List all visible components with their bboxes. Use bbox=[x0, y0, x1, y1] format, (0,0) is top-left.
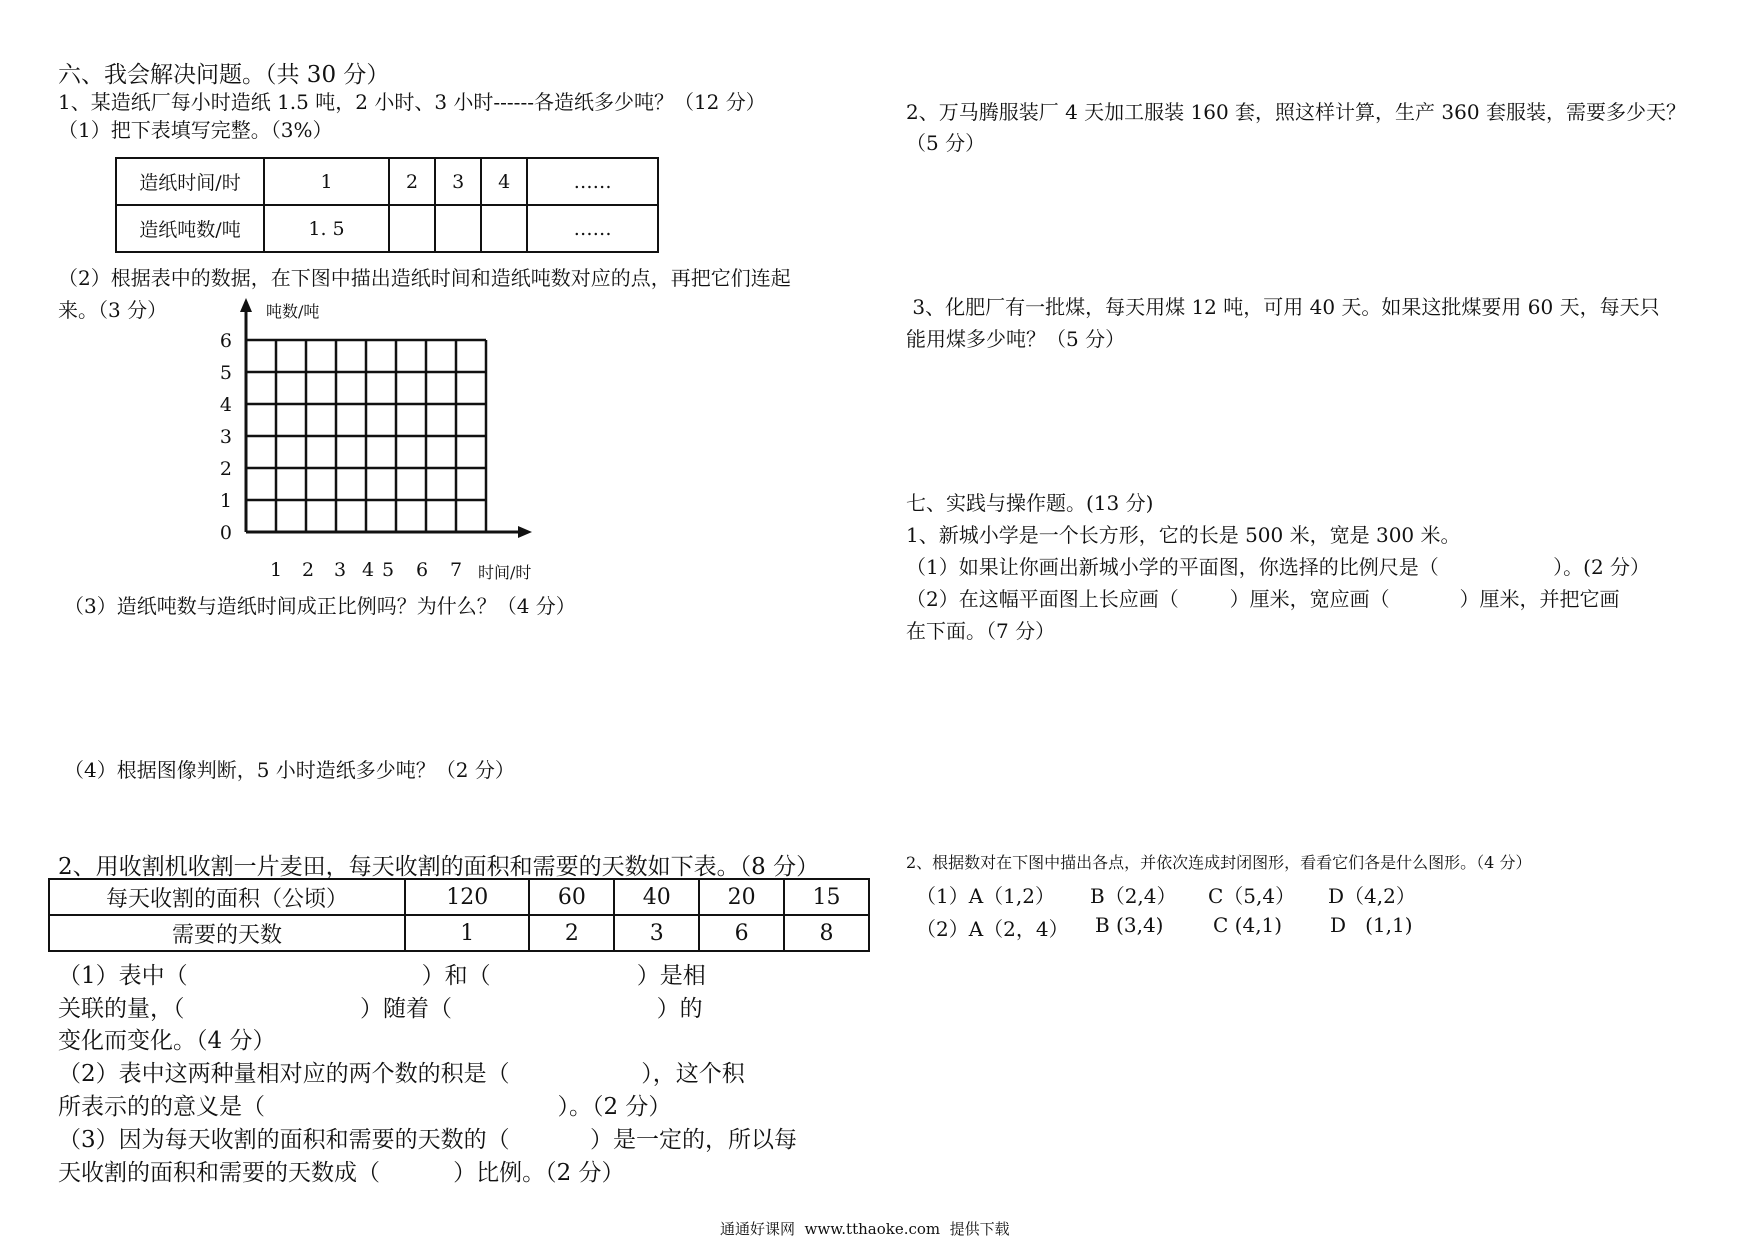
y-tick-label: 6 bbox=[219, 330, 232, 352]
q1-part1: （1）把下表填写完整。（3%） bbox=[58, 118, 333, 142]
q1-title: 1、某造纸厂每小时造纸 1.5 吨，2 小时、3 小时------各造纸多少吨？（12 分） bbox=[58, 90, 766, 114]
table-cell: 需要的天数 bbox=[49, 915, 405, 951]
x-tick-label: 7 bbox=[449, 559, 463, 581]
y-tick-label: 4 bbox=[219, 394, 232, 416]
table-cell: 60 bbox=[529, 879, 614, 915]
table-cell: …… bbox=[527, 158, 658, 205]
q2-line: （3）因为每天收割的面积和需要的天数的（ ）是一定的，所以每 bbox=[58, 1127, 798, 1153]
s7-q2-row1-a: （1）A（1,2） bbox=[916, 884, 1055, 908]
y-tick-label: 5 bbox=[219, 362, 232, 384]
q1-part2-line2: 来。（3 分） bbox=[58, 298, 168, 322]
q2-line: 关联的量，（ ）随着（ ）的 bbox=[58, 996, 703, 1022]
y-tick-label: 3 bbox=[219, 426, 232, 448]
table-row bbox=[49, 915, 869, 951]
x-tick-label: 5 bbox=[381, 559, 395, 581]
table-cell: 造纸时间/时 bbox=[116, 158, 264, 205]
q2-line: （1）表中（ ）和（ ）是相 bbox=[58, 963, 706, 989]
s7-q2-row1-d: D（4,2） bbox=[1328, 884, 1416, 908]
s7-q1-part2-line2: 在下面。（7 分） bbox=[906, 619, 1056, 643]
table-cell: 8 bbox=[784, 915, 869, 951]
paper-table bbox=[48, 878, 870, 952]
y-axis-arrow bbox=[240, 298, 252, 312]
right-q3-line2: 能用煤多少吨？（5 分） bbox=[906, 327, 1126, 351]
table-row bbox=[49, 879, 869, 915]
y-tick-label: 2 bbox=[219, 458, 232, 480]
s7-q2: 2、根据数对在下图中描出各点，并依次连成封闭图形，看看它们各是什么图形。（4 分） bbox=[906, 853, 1532, 872]
s7-q1-part2-line1: （2）在这幅平面图上长应画（ ）厘米，宽应画（ ）厘米，并把它画 bbox=[906, 587, 1620, 611]
y-tick-label: 1 bbox=[219, 490, 232, 512]
table-cell: 1 bbox=[264, 158, 389, 205]
table-cell: 15 bbox=[784, 879, 869, 915]
section7-title: 七、实践与操作题。(13 分) bbox=[906, 491, 1154, 515]
s7-q2-row2-b: B (3,4) bbox=[1095, 913, 1164, 937]
s7-q1-part1: （1）如果让你画出新城小学的平面图，你选择的比例尺是（ ）。(2 分） bbox=[906, 555, 1651, 579]
s7-q2-row1-c: C（5,4） bbox=[1208, 884, 1296, 908]
x-axis-arrow bbox=[518, 526, 532, 538]
graph-y-axis-label: 吨数/吨 bbox=[266, 302, 320, 321]
section6-title: 六、我会解决问题。（共 30 分） bbox=[58, 62, 390, 88]
table-cell: 120 bbox=[405, 879, 529, 915]
s7-q2-row1-b: B（2,4） bbox=[1090, 884, 1177, 908]
q1-part3: （3）造纸吨数与造纸时间成正比例吗？为什么？（4 分） bbox=[64, 594, 576, 618]
q2-line: （2）表中这两种量相对应的两个数的积是（ ），这个积 bbox=[58, 1061, 745, 1087]
right-q2-line1: 2、万马腾服装厂 4 天加工服装 160 套，照这样计算，生产 360 套服装，需要多少天？ bbox=[906, 100, 1686, 124]
x-tick-label: 2 bbox=[301, 559, 315, 581]
table-cell: 2 bbox=[529, 915, 614, 951]
table-cell: 1. 5 bbox=[264, 205, 389, 252]
s7-q2-row2-c: C (4,1) bbox=[1213, 913, 1283, 937]
table-cell: 造纸吨数/吨 bbox=[116, 205, 264, 252]
table-cell: 3 bbox=[614, 915, 699, 951]
s7-q2-row2-a: （2）A（2，4） bbox=[916, 917, 1069, 941]
q2-line: 变化而变化。（4 分） bbox=[58, 1028, 276, 1054]
table-cell: 1 bbox=[405, 915, 529, 951]
table-cell: 3 bbox=[435, 158, 481, 205]
q2-line: 所表示的的意义是（ ）。（2 分） bbox=[58, 1094, 672, 1120]
s7-q1: 1、新城小学是一个长方形，它的长是 500 米，宽是 300 米。 bbox=[906, 523, 1461, 547]
q2-line: 天收割的面积和需要的天数成（ ）比例。（2 分） bbox=[58, 1160, 625, 1186]
right-q2-line2: （5 分） bbox=[906, 131, 986, 155]
x-tick-label: 4 bbox=[361, 559, 375, 581]
graph-x-axis-label: 时间/时 bbox=[478, 563, 532, 582]
table-cell: 每天收割的面积（公顷） bbox=[49, 879, 405, 915]
footer-credit: 通通好课网 www.tthaoke.com 提供下载 bbox=[720, 1220, 1010, 1238]
q1-part2-line1: （2）根据表中的数据，在下图中描出造纸时间和造纸吨数对应的点，再把它们连起 bbox=[58, 266, 791, 290]
q2-title: 2、用收割机收割一片麦田，每天收割的面积和需要的天数如下表。（8 分） bbox=[58, 854, 820, 880]
y-tick-label: 0 bbox=[219, 522, 232, 544]
table-cell: 40 bbox=[614, 879, 699, 915]
table-cell: …… bbox=[527, 205, 658, 252]
table-cell: 4 bbox=[481, 158, 527, 205]
right-q3-line1: 3、化肥厂有一批煤，每天用煤 12 吨，可用 40 天。如果这批煤要用 60 天，每天只 bbox=[906, 295, 1660, 319]
x-tick-label: 6 bbox=[415, 559, 429, 581]
x-tick-label: 3 bbox=[333, 559, 347, 581]
table-cell: 6 bbox=[699, 915, 784, 951]
s7-q2-row2-d: D (1,1) bbox=[1330, 913, 1413, 937]
table-cell: 20 bbox=[699, 879, 784, 915]
q1-part4: （4）根据图像判断，5 小时造纸多少吨？（2 分） bbox=[64, 758, 515, 782]
table-cell: 2 bbox=[389, 158, 435, 205]
x-tick-label: 1 bbox=[269, 559, 283, 581]
